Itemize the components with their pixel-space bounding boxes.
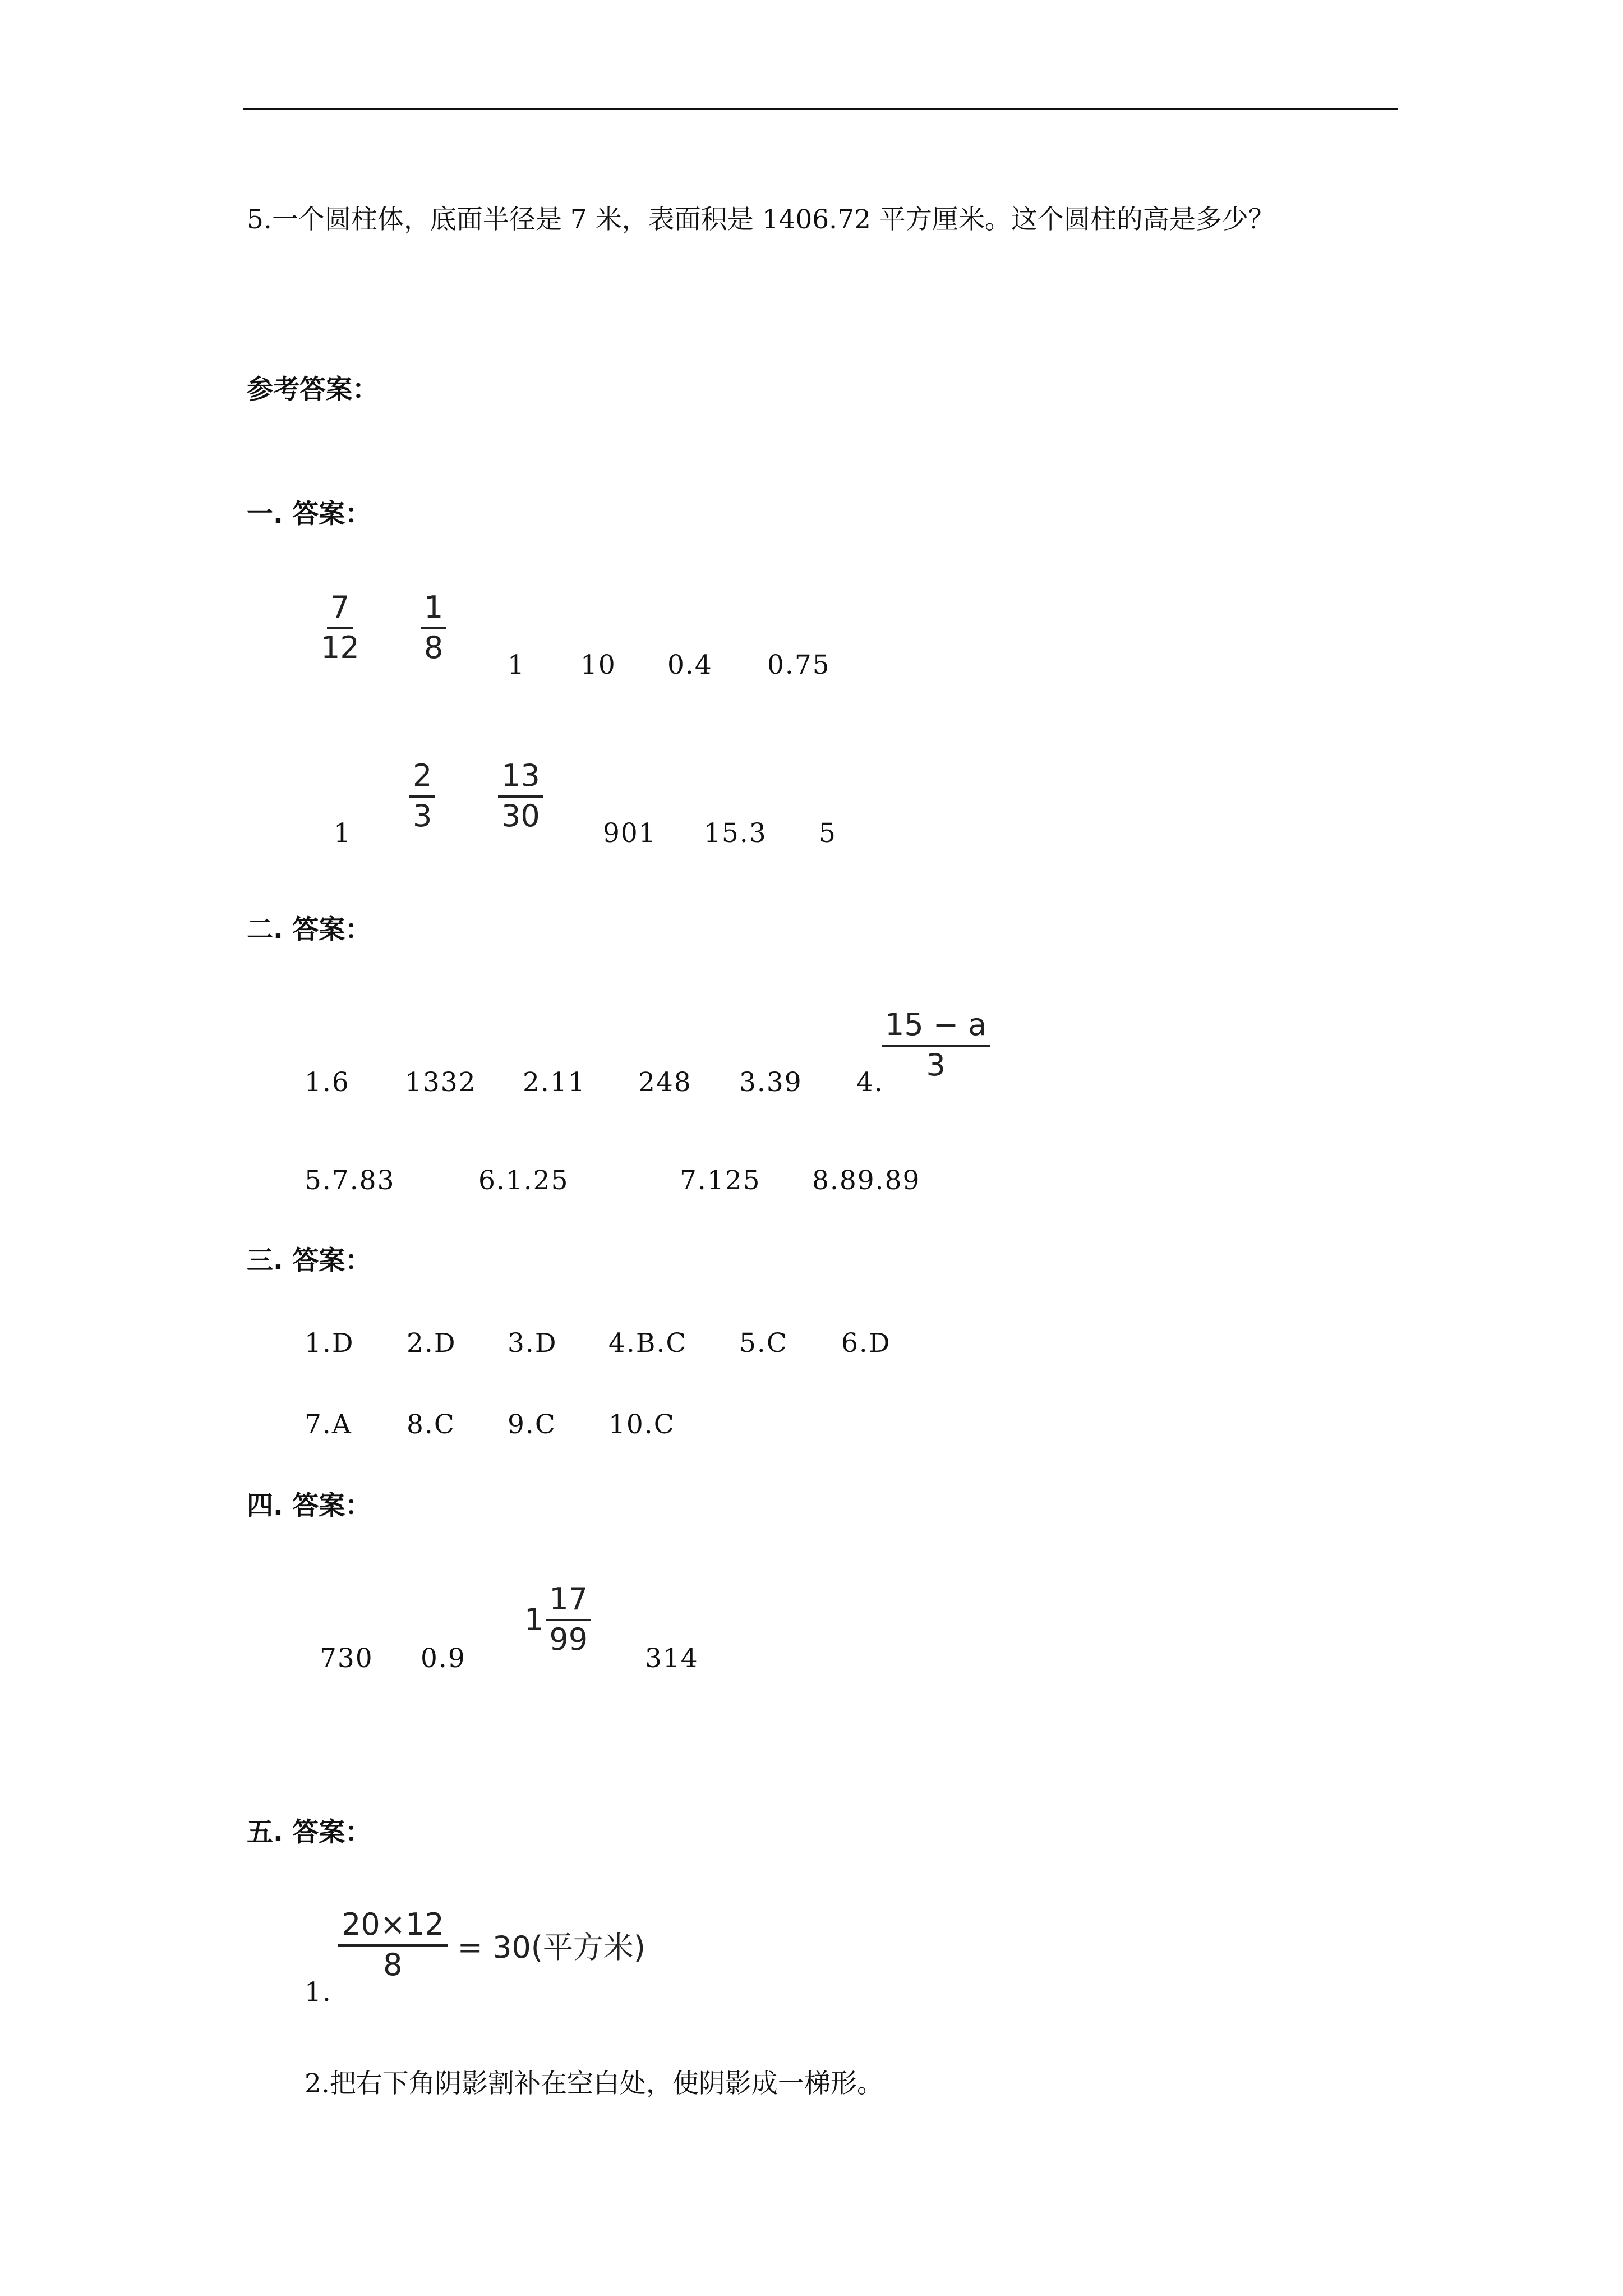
answer-value: 6.1.25: [478, 1165, 569, 1196]
answer-value: 1: [334, 818, 352, 849]
formula-result: = 30(平方米): [457, 1929, 645, 1965]
fraction: [882, 1007, 990, 1083]
answer-value: 1332: [405, 1067, 477, 1098]
answer-value: 0.9: [421, 1643, 466, 1674]
answer-value: 314: [645, 1643, 699, 1674]
answer-value: 5: [819, 818, 837, 849]
whole-part: 1: [524, 1602, 544, 1637]
section-1-heading: 一. 答案：: [247, 499, 372, 530]
answer-value: 1.6: [305, 1067, 350, 1098]
answer-value: 3.39: [739, 1067, 803, 1098]
answer-value: 10.C: [608, 1409, 675, 1440]
answer-value: 2.11: [523, 1067, 586, 1098]
answer-value: 248: [638, 1067, 692, 1098]
fraction: [409, 758, 435, 834]
numerator: 17: [546, 1582, 591, 1621]
denominator: 8: [383, 1947, 403, 1982]
fraction: [338, 1907, 448, 1982]
denominator: 30: [501, 798, 540, 834]
section-4-heading: 四. 答案：: [247, 1490, 372, 1521]
numerator: 20×12: [338, 1907, 448, 1947]
numerator: 2: [409, 758, 435, 798]
answer-value: 9.C: [508, 1409, 556, 1440]
answer-value: 0.75: [767, 650, 831, 680]
question-5: 5.一个圆柱体，底面半径是 7 米，表面积是 1406.72 平方厘米。这个圆柱的高是多少？: [247, 204, 1275, 235]
denominator: 3: [413, 798, 432, 834]
item-label: 1.: [305, 1977, 332, 2008]
numerator: 1: [421, 590, 446, 629]
section-2-heading: 二. 答案：: [247, 914, 372, 945]
answer-value: 5.7.83: [305, 1165, 395, 1196]
answer-value: 1.D: [305, 1328, 354, 1359]
fraction: [421, 590, 446, 665]
denominator: 3: [926, 1047, 946, 1083]
answer-value: 1: [508, 650, 525, 680]
answer-value: 7.A: [305, 1409, 352, 1440]
answer-value: 4.: [856, 1067, 884, 1098]
answer-value: 8.89.89: [812, 1165, 921, 1196]
fraction: [546, 1582, 591, 1657]
answer-value: 0.4: [667, 650, 713, 680]
numerator: 7: [327, 590, 353, 629]
answer-value: 901: [603, 818, 657, 849]
numerator: 13: [498, 758, 543, 798]
section-5-heading: 五. 答案：: [247, 1817, 372, 1848]
answer-value: 10: [580, 650, 616, 680]
header-rule: [243, 108, 1398, 110]
numerator: 15 − a: [882, 1007, 990, 1047]
answer-value: 3.D: [508, 1328, 557, 1359]
answer-value: 8.C: [407, 1409, 455, 1440]
answer-value: 15.3: [704, 818, 767, 849]
answer-value: 2.D: [407, 1328, 457, 1359]
section-3-heading: 三. 答案：: [247, 1245, 372, 1276]
fraction: [498, 758, 543, 834]
answer-item-2: 2.把右下角阴影割补在空白处，使阴影成一梯形。: [305, 2068, 883, 2099]
denominator: 12: [321, 630, 359, 665]
answer-value: 6.D: [841, 1328, 891, 1359]
denominator: 99: [549, 1622, 588, 1657]
area-formula: [338, 1907, 645, 1982]
denominator: 8: [424, 630, 444, 665]
fraction: [321, 590, 359, 665]
answer-value: 4.B.C: [608, 1328, 688, 1359]
answers-title: 参考答案：: [247, 374, 379, 405]
answer-value: 7.125: [680, 1165, 761, 1196]
answer-value: 5.C: [739, 1328, 788, 1359]
mixed-number: [524, 1582, 591, 1657]
answer-value: 730: [320, 1643, 374, 1674]
